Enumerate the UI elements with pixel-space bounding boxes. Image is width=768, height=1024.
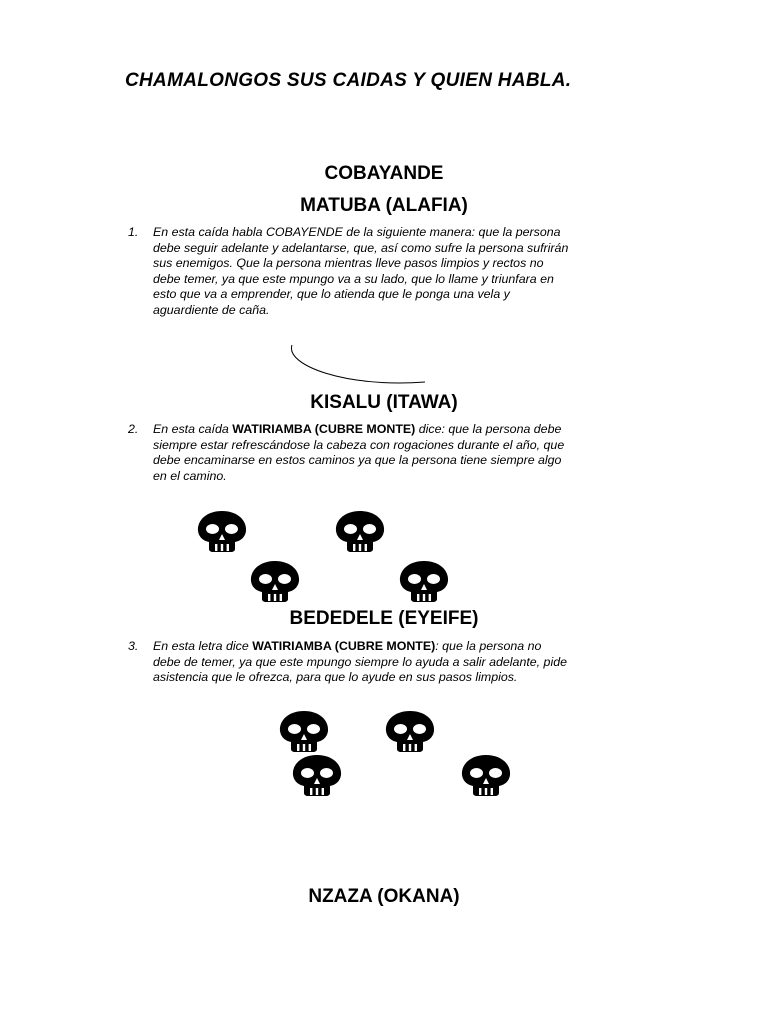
item-bold-name: WATIRIAMBA (CUBRE MONTE) bbox=[252, 639, 436, 653]
item-line: sus enemigos. Que la persona mientras lleve pasos limpios y rectos no bbox=[153, 256, 544, 270]
heading-matuba: MATUBA (ALAFIA) bbox=[300, 195, 468, 216]
item-line: debe de temer, ya que este mpungo siempre lo ayuda a salir adelante, pide bbox=[153, 654, 567, 669]
item-line: esto que va a emprender, que lo atienda que le ponga una vela y bbox=[153, 287, 510, 301]
document-title: CHAMALONGOS SUS CAIDAS Y QUIEN HABLA. bbox=[125, 70, 572, 91]
item-line: debe encaminarse en estos caminos ya que la persona tiene siempre algo bbox=[153, 453, 562, 467]
item-line: asistencia que le ofrezca, para que lo ayude en sus pasos limpios. bbox=[153, 670, 518, 684]
item-number: 2. bbox=[128, 422, 139, 436]
item-bold-name: WATIRIAMBA (CUBRE MONTE) bbox=[232, 422, 416, 436]
item-text bbox=[153, 639, 660, 686]
item-line: En esta letra dice WATIRIAMBA (CUBRE MONTE): que la persona no bbox=[153, 639, 542, 653]
item-line: En esta caída WATIRIAMBA (CUBRE MONTE) dice: que la persona debe bbox=[153, 422, 562, 436]
skull-icon bbox=[383, 709, 437, 753]
item-line: en el camino. bbox=[153, 468, 227, 483]
skull-icon bbox=[290, 753, 344, 797]
skull-icon bbox=[195, 509, 249, 553]
item-number: 1. bbox=[128, 225, 139, 239]
item-line: debe seguir adelante y adelantarse, que, así como sufre la persona sufrirán bbox=[153, 240, 569, 255]
skull-icon bbox=[277, 709, 331, 753]
heading-nzaza: NZAZA (OKANA) bbox=[308, 886, 460, 907]
item-line: siempre estar refrescándose la cabeza con rogaciones durante el año, que bbox=[153, 437, 565, 452]
skull-icon bbox=[248, 559, 302, 603]
skull-icon bbox=[459, 753, 513, 797]
item-text bbox=[153, 225, 660, 318]
heading-cobayende: COBAYANDE bbox=[324, 163, 444, 184]
chamalongo-curve-icon bbox=[285, 340, 435, 390]
skull-icon bbox=[333, 509, 387, 553]
item-line: aguardiente de caña. bbox=[153, 302, 270, 317]
heading-kisalu: KISALU (ITAWA) bbox=[310, 392, 458, 413]
heading-bededele: BEDEDELE (EYEIFE) bbox=[289, 608, 479, 629]
item-number: 3. bbox=[128, 639, 139, 653]
item-line: debe temer, ya que este mpungo va a su lado, que lo llame y triunfara en bbox=[153, 271, 554, 286]
item-text bbox=[153, 422, 660, 484]
item-line: En esta caída habla COBAYENDE de la siguiente manera: que la persona bbox=[153, 225, 561, 239]
skull-icon bbox=[397, 559, 451, 603]
